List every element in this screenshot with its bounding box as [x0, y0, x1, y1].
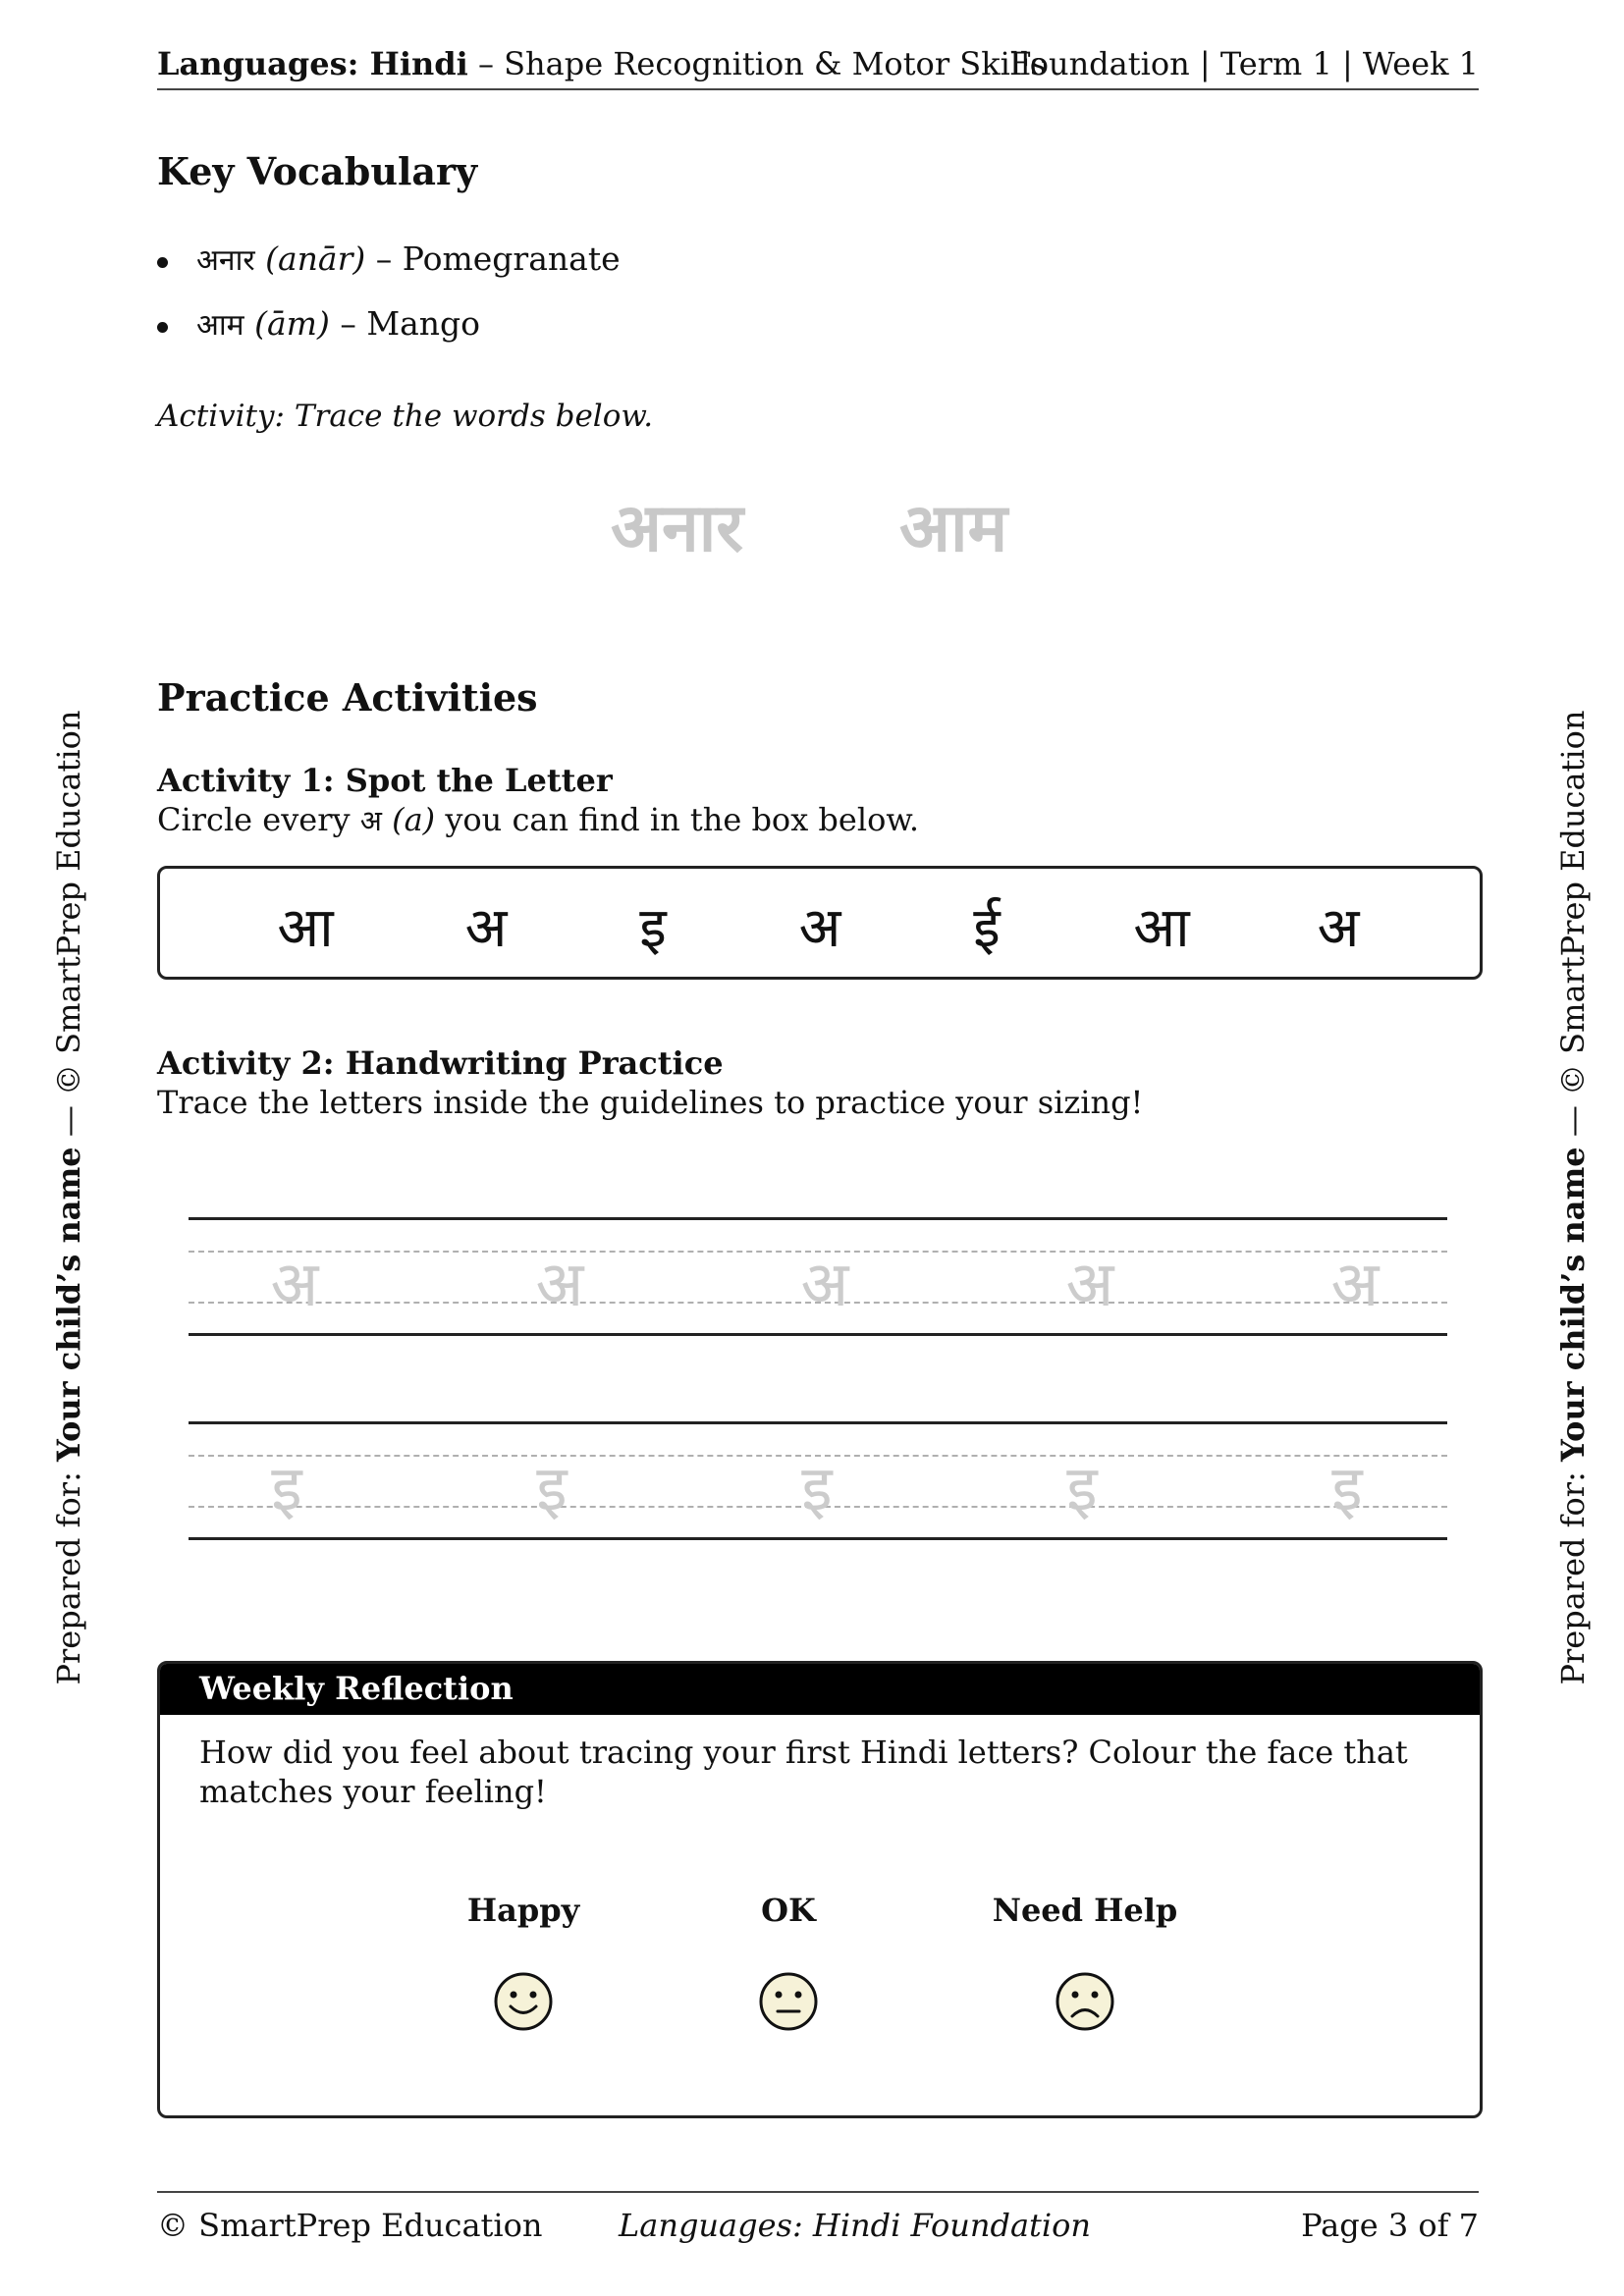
neutral-face-icon[interactable] — [757, 1970, 820, 2033]
activity1-description — [157, 801, 919, 839]
activity1-title: Activity 1: Spot the Letter — [157, 762, 613, 799]
activity2-title: Activity 2: Handwriting Practice — [157, 1044, 724, 1082]
trace-letter: अ — [535, 1249, 584, 1321]
trace-letter: अ — [1330, 1249, 1380, 1321]
side-text-right — [1554, 710, 1592, 1684]
side-suffix: — © SmartPrep Education — [1554, 710, 1592, 1138]
spot-letter[interactable]: आ — [1133, 896, 1190, 960]
trace-letter: इ — [271, 1453, 302, 1525]
trace-word: अनार — [611, 490, 744, 567]
page-header — [157, 43, 1479, 90]
side-text-left — [50, 710, 87, 1684]
spot-letter[interactable]: आ — [277, 896, 334, 960]
activity2-description: Trace the letters inside the guidelines to practice your sizing! — [157, 1084, 1144, 1121]
reflection-heading: Weekly Reflection — [199, 1670, 514, 1707]
trace-word: आम — [899, 490, 1008, 567]
header-topic: – Shape Recognition & Motor Skills — [477, 45, 1047, 82]
trace-letter: इ — [536, 1453, 568, 1525]
trace-letter: अ — [270, 1249, 319, 1321]
header-subject: Languages: Hindi — [157, 45, 468, 82]
trace-instruction: Activity: Trace the words below. — [157, 399, 654, 434]
weekly-reflection-box — [157, 1661, 1483, 2118]
list-item — [196, 232, 621, 296]
handwriting-row[interactable] — [189, 1217, 1447, 1335]
side-prefix: Prepared for: — [1554, 1471, 1592, 1685]
bottom-guideline — [189, 1333, 1447, 1336]
vocabulary-list — [196, 232, 621, 361]
reflection-header — [160, 1664, 1480, 1715]
vocabulary-heading: Key Vocabulary — [157, 149, 478, 193]
page-footer — [157, 2191, 1479, 2252]
practice-heading: Practice Activities — [157, 675, 538, 720]
header-title — [157, 45, 1047, 82]
side-prefix: Prepared for: — [50, 1471, 87, 1685]
reflection-question: How did you feel about tracing your first Hindi letters? Colour the face that matches your feeling! — [199, 1734, 1408, 1810]
trace-letter: इ — [1066, 1453, 1098, 1525]
face-label-happy: Happy — [466, 1892, 580, 1929]
footer-course: Languages: Hindi Foundation — [619, 2207, 1092, 2244]
vocab-hindi: आम — [196, 308, 244, 343]
vocab-translit: (anār) — [265, 240, 366, 278]
spot-letter[interactable]: इ — [639, 896, 667, 960]
trace-words — [0, 479, 1624, 577]
sad-face-icon[interactable] — [1054, 1970, 1116, 2033]
activity1-desc-letter: अ — [359, 804, 382, 837]
vocab-meaning: – Mango — [340, 304, 481, 343]
trace-letter: अ — [800, 1249, 849, 1321]
spot-letter[interactable]: ई — [973, 896, 1001, 960]
activity1-desc-translit: (a) — [392, 801, 436, 838]
spot-letter[interactable]: अ — [798, 896, 841, 960]
list-item — [196, 296, 621, 361]
bottom-guideline — [189, 1537, 1447, 1540]
side-suffix: — © SmartPrep Education — [50, 710, 87, 1138]
header-level: Foundation | Term 1 | Week 1 — [1009, 45, 1479, 82]
face-label-ok: OK — [761, 1892, 816, 1929]
trace-letter: इ — [801, 1453, 833, 1525]
footer-page-number: Page 3 of 7 — [1301, 2207, 1479, 2244]
side-child-name: Your child’s name — [50, 1147, 87, 1462]
handwriting-row[interactable] — [189, 1421, 1447, 1539]
footer-copyright: © SmartPrep Education — [157, 2207, 543, 2244]
spot-letter-box — [157, 866, 1483, 980]
vocab-meaning: – Pomegranate — [375, 240, 621, 278]
trace-letter: अ — [1065, 1249, 1114, 1321]
spot-letter[interactable]: अ — [1317, 896, 1360, 960]
side-child-name: Your child’s name — [1554, 1147, 1592, 1462]
happy-face-icon[interactable] — [492, 1970, 555, 2033]
face-label-need-help: Need Help — [992, 1892, 1178, 1929]
top-guideline — [189, 1421, 1447, 1424]
vocab-translit: (ām) — [254, 304, 330, 343]
activity1-desc-post: you can find in the box below. — [445, 801, 920, 838]
spot-letter[interactable]: अ — [464, 896, 508, 960]
top-guideline — [189, 1217, 1447, 1220]
trace-letter: इ — [1331, 1453, 1363, 1525]
vocab-hindi: अनार — [196, 243, 255, 278]
activity1-desc-pre: Circle every — [157, 801, 351, 838]
